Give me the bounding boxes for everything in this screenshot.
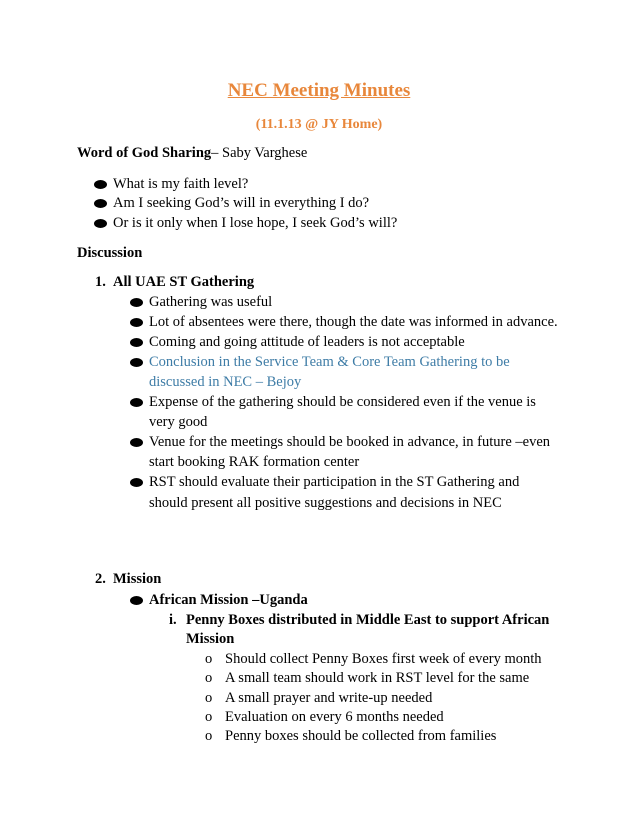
bullet-icon	[95, 181, 106, 188]
faith-bullet: What is my faith level?	[113, 176, 249, 192]
penny-point: Should collect Penny Boxes first week of every month	[225, 651, 542, 667]
mission-sub-bullet: African Mission –Uganda	[149, 592, 308, 608]
item-title: Mission	[113, 571, 162, 587]
gathering-bullet: Gathering was useful	[149, 294, 273, 310]
gathering-bullet: Lot of absentees were there, though the date was informed in advance.	[149, 314, 558, 330]
circle-bullet-icon: o	[205, 651, 213, 667]
item-number: 1.	[95, 274, 106, 290]
roman-item-title-cont: Mission	[186, 631, 235, 647]
item-title: All UAE ST Gathering	[113, 274, 255, 290]
discussion-heading: Discussion	[77, 245, 143, 261]
circle-bullet-icon: o	[205, 709, 213, 725]
document-subtitle: (11.1.13 @ JY Home)	[255, 117, 383, 132]
gathering-bullet: Venue for the meetings should be booked in advance, in future –even	[149, 434, 551, 450]
faith-bullet: Am I seeking God’s will in everything I do?	[113, 195, 370, 211]
penny-point: Evaluation on every 6 months needed	[225, 709, 444, 725]
bullet-icon	[95, 200, 106, 207]
penny-point: Penny boxes should be collected from families	[225, 728, 497, 744]
gathering-bullet-cont: start booking RAK formation center	[149, 454, 360, 470]
gathering-bullet-highlight: Conclusion in the Service Team & Core Team Gathering to be	[149, 354, 510, 370]
document-title: NEC Meeting Minutes	[227, 80, 411, 101]
bullet-icon	[131, 299, 142, 306]
gathering-bullet-cont: should present all positive suggestions and decisions in NEC	[149, 495, 502, 511]
roman-number: i.	[169, 612, 177, 628]
circle-bullet-icon: o	[205, 670, 213, 686]
gathering-bullet-highlight-cont: discussed in NEC – Bejoy	[149, 374, 302, 390]
bullet-icon	[131, 439, 142, 446]
roman-item-title: Penny Boxes distributed in Middle East to support African	[186, 612, 550, 628]
circle-bullet-icon: o	[205, 690, 213, 706]
bullet-icon	[131, 339, 142, 346]
item-number: 2.	[95, 571, 106, 587]
faith-bullet: Or is it only when I lose hope, I seek God’s will?	[113, 215, 398, 231]
circle-bullet-icon: o	[205, 728, 213, 744]
gathering-bullet: Coming and going attitude of leaders is not acceptable	[149, 334, 465, 350]
gathering-bullet: RST should evaluate their participation in the ST Gathering and	[149, 474, 520, 490]
bullet-icon	[131, 479, 142, 486]
penny-point: A small prayer and write-up needed	[225, 690, 433, 706]
gathering-bullet: Expense of the gathering should be considered even if the venue is	[149, 394, 536, 410]
bullet-icon	[95, 220, 106, 227]
word-of-god-speaker: – Saby Varghese	[211, 145, 308, 161]
gathering-bullet-cont: very good	[149, 414, 208, 430]
bullet-icon	[131, 319, 142, 326]
word-of-god-line	[77, 144, 307, 162]
penny-point: A small team should work in RST level for the same	[225, 670, 530, 686]
bullet-icon	[131, 597, 142, 604]
word-of-god-heading: Word of God Sharing	[77, 145, 212, 161]
bullet-icon	[131, 399, 142, 406]
bullet-icon	[131, 359, 142, 366]
